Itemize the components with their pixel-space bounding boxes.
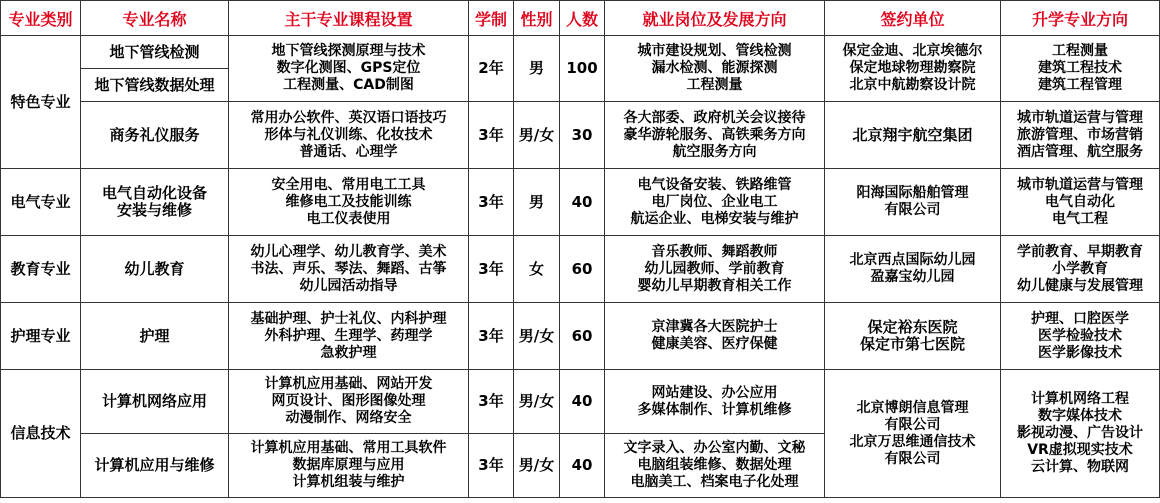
further-cell: 计算机网络工程 数字媒体技术 影视动漫、广告设计 VR虚拟现实技术 云计算、物联网: [1001, 370, 1160, 498]
gender-cell: 女: [514, 236, 560, 303]
courses-cell: 基础护理、护士礼仪、内科护理 外科护理、生理学、药理学 急救护理: [229, 303, 469, 370]
count-cell: 60: [560, 236, 605, 303]
units-cell: 保定裕东医院 保定市第七医院: [825, 303, 1001, 370]
years-cell: 3年: [469, 370, 514, 434]
courses-cell: 幼儿心理学、幼儿教育学、美术 书法、声乐、琴法、舞蹈、古筝 幼儿园活动指导: [229, 236, 469, 303]
further-cell: 城市轨道运营与管理 电气自动化 电气工程: [1001, 169, 1160, 236]
courses-cell: 地下管线探测原理与技术 数字化测图、GPS定位 工程测量、CAD制图: [229, 36, 469, 102]
major-name-cell: 地下管线检测: [81, 36, 229, 69]
count-cell: 30: [560, 102, 605, 169]
units-cell: 北京西点国际幼儿园 盈嘉宝幼儿园: [825, 236, 1001, 303]
further-cell: 护理、口腔医学 医学检验技术 医学影像技术: [1001, 303, 1160, 370]
count-cell: 40: [560, 370, 605, 434]
count-cell: 60: [560, 303, 605, 370]
count-cell: 40: [560, 169, 605, 236]
category-cell: 教育专业: [1, 236, 81, 303]
jobs-cell: 城市建设规划、管线检测 漏水检测、能源探测 工程测量: [605, 36, 825, 102]
table-row: [1, 169, 1160, 236]
further-cell: 学前教育、早期教育 小学教育 幼儿健康与发展管理: [1001, 236, 1160, 303]
header-further: 升学专业方向: [1001, 1, 1160, 36]
header-years: 学制: [469, 1, 514, 36]
header-gender: 性别: [514, 1, 560, 36]
header-count: 人数: [560, 1, 605, 36]
gender-cell: 男: [514, 36, 560, 102]
count-cell: 100: [560, 36, 605, 102]
further-cell: 城市轨道运营与管理 旅游管理、市场营销 酒店管理、航空服务: [1001, 102, 1160, 169]
major-name-cell: 护理: [81, 303, 229, 370]
table-row: [1, 236, 1160, 303]
years-cell: 3年: [469, 303, 514, 370]
gender-cell: 男/女: [514, 370, 560, 434]
table-row: [1, 102, 1160, 169]
jobs-cell: 网站建设、办公应用 多媒体制作、计算机维修: [605, 370, 825, 434]
category-cell: 特色专业: [1, 36, 81, 169]
units-cell: 阳海国际船舶管理 有限公司: [825, 169, 1001, 236]
count-cell: 40: [560, 434, 605, 498]
further-cell: 工程测量 建筑工程技术 建筑工程管理: [1001, 36, 1160, 102]
header-name: 专业名称: [81, 1, 229, 36]
header-jobs: 就业岗位及发展方向: [605, 1, 825, 36]
courses-cell: 计算机应用基础、网站开发 网页设计、图形图像处理 动漫制作、网络安全: [229, 370, 469, 434]
years-cell: 3年: [469, 236, 514, 303]
gender-cell: 男/女: [514, 434, 560, 498]
jobs-cell: 电气设备安装、铁路维管 电厂岗位、企业电工 航运企业、电梯安装与维护: [605, 169, 825, 236]
header-units: 签约单位: [825, 1, 1001, 36]
years-cell: 2年: [469, 36, 514, 102]
category-cell: 信息技术: [1, 370, 81, 498]
header-category: 专业类别: [1, 1, 81, 36]
jobs-cell: 文字录入、办公室内勤、文秘 电脑组装维修、数据处理 电脑美工、档案电子化处理: [605, 434, 825, 498]
major-name-cell: 电气自动化设备 安装与维修: [81, 169, 229, 236]
years-cell: 3年: [469, 434, 514, 498]
major-name-cell: 幼儿教育: [81, 236, 229, 303]
jobs-cell: 各大部委、政府机关会议接待 豪华游轮服务、高铁乘务方向 航空服务方向: [605, 102, 825, 169]
units-cell: 北京博朗信息管理 有限公司 北京万思维通信技术 有限公司: [825, 370, 1001, 498]
header-courses: 主干专业课程设置: [229, 1, 469, 36]
courses-cell: 安全用电、常用电工工具 维修电工及技能训练 电工仪表使用: [229, 169, 469, 236]
gender-cell: 男: [514, 169, 560, 236]
gender-cell: 男/女: [514, 102, 560, 169]
major-name-cell: 计算机应用与维修: [81, 434, 229, 498]
category-cell: 护理专业: [1, 303, 81, 370]
major-name-cell: 地下管线数据处理: [81, 69, 229, 102]
units-cell: 北京翔宇航空集团: [825, 102, 1001, 169]
table-row: [1, 36, 1160, 69]
years-cell: 3年: [469, 102, 514, 169]
courses-cell: 计算机应用基础、常用工具软件 数据库原理与应用 计算机组装与维护: [229, 434, 469, 498]
courses-cell: 常用办公软件、英汉语口语技巧 形体与礼仪训练、化妆技术 普通话、心理学: [229, 102, 469, 169]
category-cell: 电气专业: [1, 169, 81, 236]
header-row: [1, 1, 1160, 36]
years-cell: 3年: [469, 169, 514, 236]
gender-cell: 男/女: [514, 303, 560, 370]
major-name-cell: 计算机网络应用: [81, 370, 229, 434]
jobs-cell: 音乐教师、舞蹈教师 幼儿园教师、学前教育 婴幼儿早期教育相关工作: [605, 236, 825, 303]
major-name-cell: 商务礼仪服务: [81, 102, 229, 169]
jobs-cell: 京津冀各大医院护士 健康美容、医疗保健: [605, 303, 825, 370]
table-row: [1, 303, 1160, 370]
units-cell: 保定金迪、北京埃德尔 保定地球物理勘察院 北京中航勘察设计院: [825, 36, 1001, 102]
table-row: [1, 370, 1160, 434]
